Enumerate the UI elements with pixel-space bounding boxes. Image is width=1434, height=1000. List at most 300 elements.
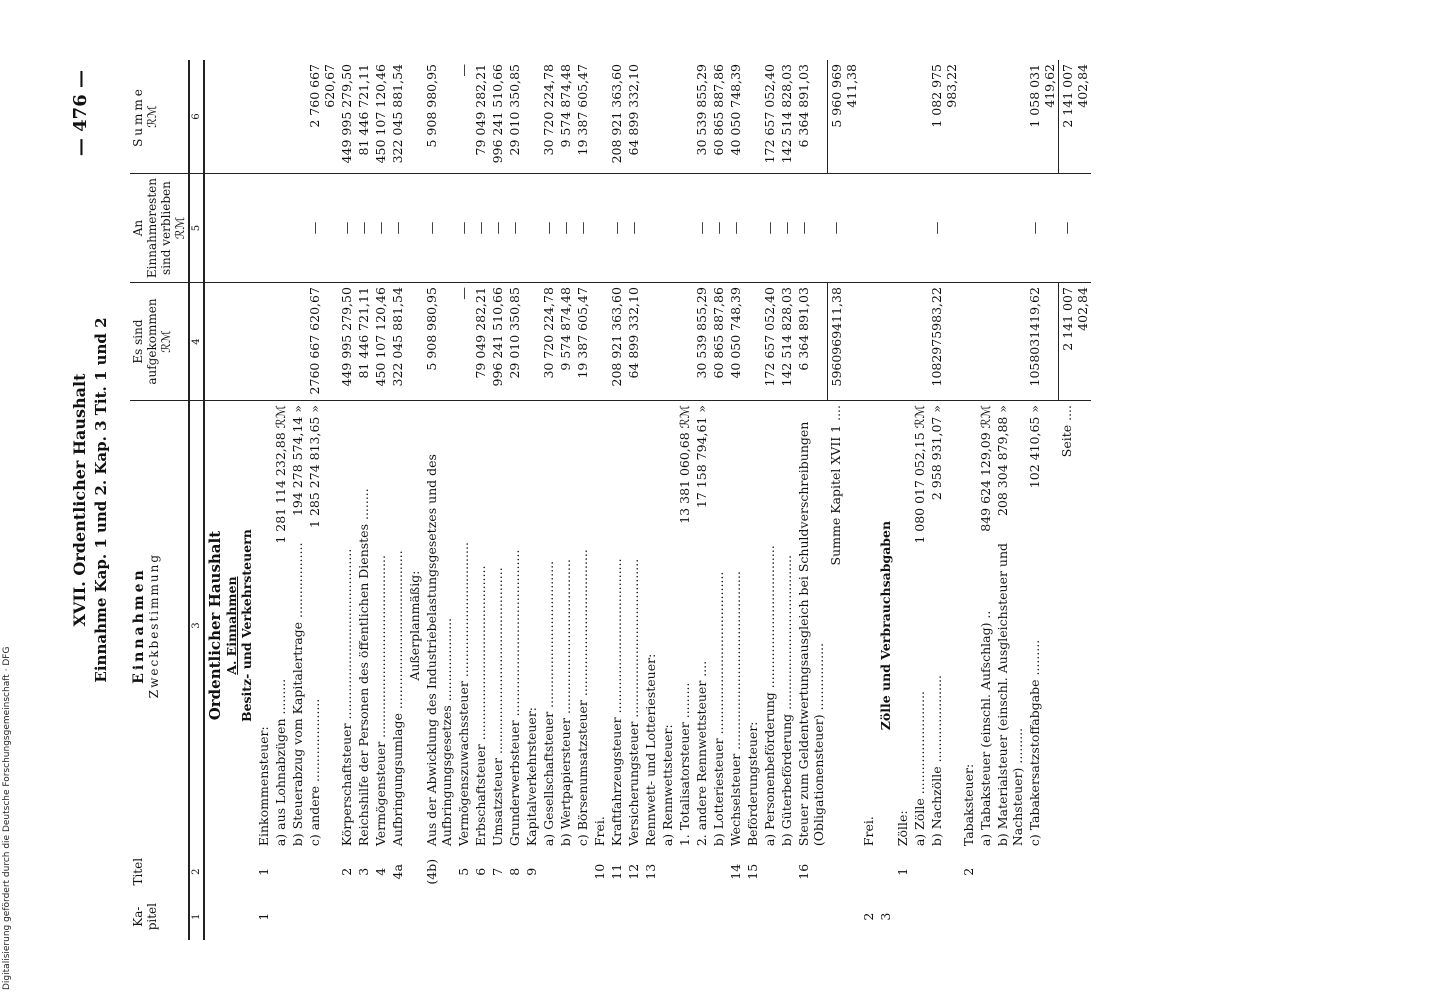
summe-cell: — xyxy=(455,60,472,174)
summe-cell: 19 387 605,47 xyxy=(574,60,591,174)
aufgekommen-cell: 450 107 120,46 xyxy=(372,283,389,401)
kapitel-cell xyxy=(591,893,608,940)
zweck-cell xyxy=(255,401,272,851)
zweck-cell xyxy=(625,401,642,851)
titel-cell xyxy=(557,850,574,893)
titel-cell xyxy=(306,850,338,893)
reste-cell: — xyxy=(489,174,506,283)
aufgekommen-cell: 6 364 891,03 xyxy=(795,283,827,401)
table-row xyxy=(894,60,911,940)
col-num: 4 xyxy=(189,283,204,401)
zweck-cell xyxy=(744,401,761,851)
aufgekommen-cell: 1082975983,22 xyxy=(928,283,960,401)
sub-amount: 1 080 017 052,15 ℛℳ xyxy=(911,405,927,544)
zweck-cell xyxy=(795,401,827,851)
table-row xyxy=(338,60,355,940)
summe-cell: 449 995 279,50 xyxy=(338,60,355,174)
kapitel-cell xyxy=(523,893,540,940)
table-row xyxy=(795,60,827,940)
summe-cell xyxy=(960,60,977,174)
reste-cell xyxy=(523,174,540,283)
sub-amount: 102 410,65 » xyxy=(1026,405,1042,489)
summe-cell: 208 921 363,60 xyxy=(608,60,625,174)
table-row xyxy=(455,60,472,940)
zweck-label: 1. Totalisatorsteuer ......... xyxy=(677,682,692,847)
zweck-cell xyxy=(727,401,744,851)
zweck-cell xyxy=(591,401,608,851)
col-einnahmen-label: Einnahmen xyxy=(131,567,147,684)
kapitel-cell xyxy=(355,893,372,940)
titel-cell xyxy=(778,850,795,893)
kapitel-cell xyxy=(676,893,693,940)
zweck-label: b) Nachzölle ...................... xyxy=(928,674,944,847)
kapitel-cell xyxy=(574,893,591,940)
titel-cell xyxy=(1058,850,1091,893)
aufgekommen-cell: 81 446 721,11 xyxy=(355,283,372,401)
kapitel-cell xyxy=(761,893,778,940)
reste-cell xyxy=(406,174,423,283)
reste-cell xyxy=(860,174,877,283)
page-number: — 476 — xyxy=(70,70,91,157)
titel-cell: 7 xyxy=(490,867,505,876)
titel-cell: 9 xyxy=(524,867,539,876)
aufgekommen-cell: — xyxy=(455,283,472,401)
reste-cell xyxy=(977,174,994,283)
kapitel-cell xyxy=(389,893,406,940)
col-titel: Titel xyxy=(130,850,189,893)
titel-cell xyxy=(659,850,676,893)
table-row xyxy=(355,60,372,940)
kapitel-cell xyxy=(557,893,574,940)
titel-cell xyxy=(860,850,877,893)
table-row xyxy=(506,60,523,940)
aufgekommen-cell xyxy=(744,283,761,401)
reste-cell xyxy=(591,174,608,283)
titel-cell xyxy=(676,850,693,893)
zweck-cell xyxy=(778,401,795,851)
summe-cell xyxy=(877,60,894,174)
table-row xyxy=(676,60,693,940)
zweck-label: Frei. xyxy=(592,816,607,847)
col-num: 6 xyxy=(189,60,204,174)
titel-cell xyxy=(877,850,894,893)
col-reste-label: An Einnahmeresten sind verblieben xyxy=(131,178,173,279)
kapitel-cell xyxy=(960,893,977,940)
aufgekommen-cell xyxy=(676,283,693,401)
zweck-cell xyxy=(523,401,540,851)
aufgekommen-cell xyxy=(860,283,877,401)
reste-cell: — xyxy=(761,174,778,283)
kapitel-cell xyxy=(778,893,795,940)
summe-cell: 40 050 748,39 xyxy=(727,60,744,174)
section-group: Besitz- und Verkehrsteuern xyxy=(239,529,254,722)
aufgekommen-cell xyxy=(255,283,272,401)
reste-cell: — xyxy=(506,174,523,283)
titel-cell: 13 xyxy=(643,863,658,880)
reste-cell: — xyxy=(778,174,795,283)
zweck-cell xyxy=(860,401,877,851)
table-row xyxy=(472,60,489,940)
zweck-label: Vermögensteuer .............................................. xyxy=(373,555,388,847)
zweck-label: a) Tabaksteuer (einschl. Aufschlag) .. xyxy=(977,610,993,847)
titel-cell xyxy=(406,850,423,893)
reste-cell xyxy=(255,174,272,283)
zweck-label: b) Güterbeförderung ....................................... xyxy=(779,554,794,847)
zweck-label: c) Tabakersatzstoffabgabe ......... xyxy=(1026,639,1042,847)
zweck-cell xyxy=(389,401,406,851)
reste-cell: — xyxy=(306,174,338,283)
kapitel-cell xyxy=(289,893,306,940)
reste-cell: — xyxy=(372,174,389,283)
table-row xyxy=(928,60,960,940)
table-row xyxy=(255,60,272,940)
titel-cell xyxy=(827,850,860,893)
zweck-cell xyxy=(1058,401,1091,851)
section-title: Ordentlicher Haushalt xyxy=(206,530,224,721)
aufgekommen-cell xyxy=(960,283,977,401)
summe-cell xyxy=(523,60,540,174)
zweck-label: Versicherungsteuer ........................................ xyxy=(626,558,641,847)
zweck-label: Tabaksteuer: xyxy=(960,763,976,847)
summe-cell xyxy=(289,60,306,174)
zweck-cell xyxy=(659,401,676,851)
aufgekommen-cell xyxy=(877,283,894,401)
titel-cell xyxy=(1026,850,1059,893)
titel-cell: 3 xyxy=(356,867,371,876)
zweck-cell xyxy=(928,401,960,851)
zweck-label: Grunderwerbsteuer .......................................... xyxy=(507,549,522,847)
zweck-cell xyxy=(472,401,489,851)
reste-cell: — xyxy=(389,174,406,283)
table-row xyxy=(608,60,625,940)
zweck-label: Aus der Abwicklung des Industriebelastungsgesetzes und des Aufbringungsgesetzes ..................... xyxy=(424,454,454,847)
zweck-label: a) aus Lohnabzügen ......... xyxy=(273,678,288,847)
zweck-cell xyxy=(289,401,306,851)
summe-cell xyxy=(994,60,1026,174)
table-row xyxy=(1026,60,1059,940)
zweck-cell xyxy=(489,401,506,851)
summe-cell: 996 241 510,66 xyxy=(489,60,506,174)
table-row xyxy=(625,60,642,940)
kapitel-cell xyxy=(977,893,994,940)
titel-cell: 15 xyxy=(745,863,760,880)
table-row xyxy=(710,60,727,940)
zweck-label: Zölle und Verbrauchsabgaben xyxy=(877,520,893,731)
sub-amount: 2 958 931,07 » xyxy=(928,405,944,501)
zweck-label: Rennwett- und Lotteriesteuer: xyxy=(643,653,658,847)
table-row xyxy=(911,60,928,940)
zweck-label: c) andere ..................... xyxy=(307,698,322,847)
zweck-label: b) Lotteriesteuer ......................................... xyxy=(711,571,726,847)
aufgekommen-cell: 64 899 332,10 xyxy=(625,283,642,401)
zweck-cell xyxy=(306,401,338,851)
summe-cell: 79 049 282,21 xyxy=(472,60,489,174)
aufgekommen-cell: 30 720 224,78 xyxy=(540,283,557,401)
titel-cell xyxy=(574,850,591,893)
kapitel-cell xyxy=(693,893,710,940)
summe-cell xyxy=(591,60,608,174)
summe-cell: 1 058 031 419,62 xyxy=(1026,60,1059,174)
zweck-cell xyxy=(877,401,894,851)
reste-cell: — xyxy=(608,174,625,283)
titel-cell: 1 xyxy=(894,867,910,876)
zweck-cell xyxy=(557,401,574,851)
summe-cell: 1 082 975 983,22 xyxy=(928,60,960,174)
reste-cell xyxy=(894,174,911,283)
sub-amount: 13 381 060,68 ℛℳ xyxy=(677,405,692,524)
reste-cell xyxy=(911,174,928,283)
zweck-label: Wechselsteuer ............................................. xyxy=(728,571,743,847)
reste-cell xyxy=(289,174,306,283)
sub-amount: 849 624 129,09 ℛℳ xyxy=(977,405,993,532)
aufgekommen-cell: 5 908 980,95 xyxy=(423,283,455,401)
zweck-label: Vermögenszuwachssteuer .................................. xyxy=(456,542,471,847)
reste-cell: — xyxy=(472,174,489,283)
kapitel-cell xyxy=(1026,893,1059,940)
col-kapitel: Ka-pitel xyxy=(130,893,189,940)
titel-cell: 10 xyxy=(592,863,607,880)
titel-cell: 12 xyxy=(626,863,641,880)
col-summe-label: Summe xyxy=(131,86,145,147)
table-row xyxy=(574,60,591,940)
zweck-cell xyxy=(355,401,372,851)
reste-cell xyxy=(960,174,977,283)
reste-cell: — xyxy=(355,174,372,283)
table-row xyxy=(1058,60,1091,940)
col-zweck xyxy=(130,401,189,851)
aufgekommen-cell xyxy=(659,283,676,401)
kapitel-cell xyxy=(423,893,455,940)
col-num: 2 xyxy=(189,850,204,893)
kapitel-cell xyxy=(455,893,472,940)
zweck-label: a) Rennwettsteuer: xyxy=(660,724,675,847)
reste-cell: — xyxy=(557,174,574,283)
zweck-label: Frei. xyxy=(860,816,876,847)
table-row xyxy=(778,60,795,940)
kapitel-cell xyxy=(272,893,289,940)
titel-cell: 5 xyxy=(456,867,471,876)
zweck-cell xyxy=(894,401,911,851)
zweck-label: 2. andere Rennwettsteuer .... xyxy=(694,660,709,847)
zweck-label: a) Personenbeförderung .................................... xyxy=(762,545,777,847)
col-num: 3 xyxy=(189,401,204,851)
zweck-label: Beförderungsteuer: xyxy=(745,721,760,847)
table-row xyxy=(289,60,306,940)
table-row xyxy=(591,60,608,940)
table-row xyxy=(389,60,406,940)
zweck-label: b) Steuerabzug vom Kapitalertrage ................... xyxy=(290,542,305,847)
aufgekommen-cell: 142 514 828,03 xyxy=(778,283,795,401)
zweck-cell xyxy=(960,401,977,851)
aufgekommen-cell: 30 539 855,29 xyxy=(693,283,710,401)
titel-cell: 1 xyxy=(256,867,271,876)
aufgekommen-cell: 40 050 748,39 xyxy=(727,283,744,401)
titel-cell: 8 xyxy=(507,867,522,876)
kapitel-cell: 1 xyxy=(256,912,271,921)
table-row xyxy=(977,60,994,940)
summe-cell: 2 760 667 620,67 xyxy=(306,60,338,174)
zweck-label: Erbschaftsteuer ............................................ xyxy=(473,565,488,847)
aufgekommen-cell xyxy=(523,283,540,401)
kapitel-cell xyxy=(372,893,389,940)
titel-cell xyxy=(710,850,727,893)
titel-cell: 6 xyxy=(473,867,488,876)
aufgekommen-cell: 208 921 363,60 xyxy=(608,283,625,401)
col-num: 1 xyxy=(189,893,204,940)
zweck-cell xyxy=(827,401,860,851)
zweck-label: b) Materialsteuer (einschl. Ausgleichsteuer und Nachsteuer) ......... xyxy=(994,542,1025,847)
col-aufgekommen-unit: ℛℳ xyxy=(159,330,173,353)
zweck-label: Steuer zum Geldentwertungsausgleich bei Schuldverschreibungen (Obligationensteuer) ................. xyxy=(796,421,826,847)
table-row xyxy=(372,60,389,940)
table-row xyxy=(272,60,289,940)
kapitel-cell xyxy=(795,893,827,940)
summe-cell: 142 514 828,03 xyxy=(778,60,795,174)
table-row xyxy=(423,60,455,940)
table-row xyxy=(761,60,778,940)
summe-cell: 81 446 721,11 xyxy=(355,60,372,174)
kapitel-cell xyxy=(827,893,860,940)
summe-cell xyxy=(406,60,423,174)
titel-cell: 4a xyxy=(390,864,405,880)
reste-cell xyxy=(272,174,289,283)
reste-cell: — xyxy=(1026,174,1059,283)
summe-cell xyxy=(744,60,761,174)
kapitel-cell xyxy=(911,893,928,940)
reste-cell xyxy=(877,174,894,283)
aufgekommen-cell xyxy=(591,283,608,401)
summe-cell xyxy=(977,60,994,174)
zweck-label: Umsatzsteuer ............................................... xyxy=(490,567,505,847)
summe-cell: 64 899 332,10 xyxy=(625,60,642,174)
zweck-label: Summe Kapitel XVII 1 .... xyxy=(828,405,843,566)
zweck-label: a) Gesellschaftsteuer ..................................... xyxy=(541,560,556,847)
summe-cell: 450 107 120,46 xyxy=(372,60,389,174)
zweck-label: Körperschaftsteuer ........................................... xyxy=(339,548,354,847)
summe-cell xyxy=(642,60,659,174)
reste-cell: — xyxy=(455,174,472,283)
zweck-cell xyxy=(455,401,472,851)
table-row xyxy=(659,60,676,940)
kapitel-cell xyxy=(540,893,557,940)
zweck-cell xyxy=(506,401,523,851)
zweck-cell xyxy=(608,401,625,851)
aufgekommen-cell: 9 574 874,48 xyxy=(557,283,574,401)
zweck-cell xyxy=(977,401,994,851)
kapitel-cell xyxy=(406,893,423,940)
aufgekommen-cell xyxy=(894,283,911,401)
table-row xyxy=(744,60,761,940)
zweck-cell xyxy=(1026,401,1059,851)
sub-amount: 194 278 574,14 » xyxy=(290,405,305,517)
table-row xyxy=(860,60,877,940)
table-row xyxy=(489,60,506,940)
summe-cell xyxy=(894,60,911,174)
zweck-cell xyxy=(710,401,727,851)
summe-cell: 5 960 969 411,38 xyxy=(827,60,860,174)
kapitel-cell xyxy=(710,893,727,940)
kapitel-cell xyxy=(642,893,659,940)
table-row xyxy=(693,60,710,940)
summe-cell: 30 539 855,29 xyxy=(693,60,710,174)
table-row xyxy=(406,60,423,940)
zweck-cell xyxy=(574,401,591,851)
zweck-cell xyxy=(338,401,355,851)
zweck-label: a) Zölle .......................... xyxy=(911,690,927,847)
titel-cell xyxy=(928,850,960,893)
summe-cell: 60 865 887,86 xyxy=(710,60,727,174)
zweck-label: Aufbringungsumlage ........................................ xyxy=(390,550,405,847)
kapitel-cell xyxy=(506,893,523,940)
zweck-cell xyxy=(676,401,693,851)
budget-sheet xyxy=(70,60,1360,940)
aufgekommen-cell: 996 241 510,66 xyxy=(489,283,506,401)
sub-amount: 1 285 274 813,65 » xyxy=(307,405,322,528)
zweck-cell xyxy=(994,401,1026,851)
summe-cell: 29 010 350,85 xyxy=(506,60,523,174)
titel-cell: 4 xyxy=(373,867,388,876)
reste-cell: — xyxy=(827,174,860,283)
zweck-cell xyxy=(272,401,289,851)
titel-cell: (4b) xyxy=(424,858,439,885)
kapitel-cell xyxy=(472,893,489,940)
titel-cell xyxy=(540,850,557,893)
table-row xyxy=(523,60,540,940)
zweck-label: Zölle: xyxy=(894,810,910,847)
kapitel-cell xyxy=(928,893,960,940)
summe-cell: 6 364 891,03 xyxy=(795,60,827,174)
aufgekommen-cell: 1058031419,62 xyxy=(1026,283,1059,401)
reste-cell: — xyxy=(423,174,455,283)
aufgekommen-cell xyxy=(994,283,1026,401)
aufgekommen-cell xyxy=(289,283,306,401)
reste-cell xyxy=(676,174,693,283)
kapitel-cell xyxy=(659,893,676,940)
summe-cell: 30 720 224,78 xyxy=(540,60,557,174)
reste-cell: — xyxy=(625,174,642,283)
summe-cell: 9 574 874,48 xyxy=(557,60,574,174)
aufgekommen-cell xyxy=(642,283,659,401)
table-row xyxy=(642,60,659,940)
summe-cell xyxy=(676,60,693,174)
zweck-cell xyxy=(423,401,455,851)
table-row xyxy=(994,60,1026,940)
titel-cell: 16 xyxy=(796,863,811,880)
sub-amount: 1 281 114 232,88 ℛℳ xyxy=(273,405,288,544)
aufgekommen-cell xyxy=(911,283,928,401)
kapitel-cell xyxy=(625,893,642,940)
col-summe-unit: ℛℳ xyxy=(145,105,159,128)
kapitel-cell xyxy=(894,893,911,940)
kapitel-cell: 2 xyxy=(860,912,876,921)
summe-cell xyxy=(860,60,877,174)
section-subtitle: A. Einnahmen xyxy=(224,576,239,675)
table-body xyxy=(204,60,1091,940)
zweck-label: Seite .... xyxy=(1059,405,1074,458)
kapitel-cell xyxy=(727,893,744,940)
titel-cell: 14 xyxy=(728,863,743,880)
kapitel-cell xyxy=(1058,893,1091,940)
reste-cell: — xyxy=(795,174,827,283)
zweck-cell xyxy=(642,401,659,851)
titel-cell xyxy=(693,850,710,893)
summe-cell xyxy=(911,60,928,174)
zweck-cell xyxy=(540,401,557,851)
table-row xyxy=(877,60,894,940)
titel-cell xyxy=(761,850,778,893)
reste-cell: — xyxy=(928,174,960,283)
summe-cell: 2 141 007 402,84 xyxy=(1058,60,1091,174)
